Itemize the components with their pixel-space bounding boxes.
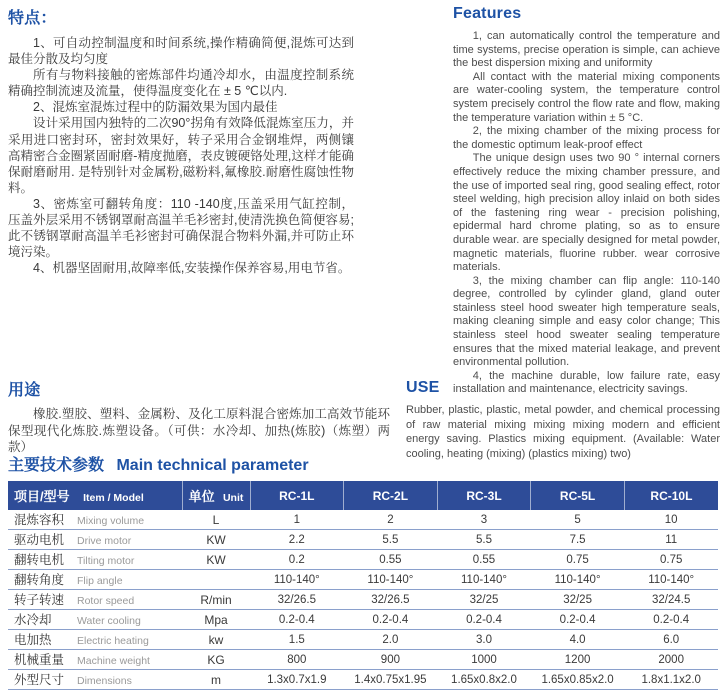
value-cell: 0.55: [472, 553, 496, 566]
value-cell: 0.75: [566, 553, 589, 566]
value-cell: 7.5: [569, 533, 586, 546]
tech-heading-en: Main technical parameter: [116, 457, 309, 474]
paragraph: 2、混炼室混炼过程中的防漏效果为国内最佳: [33, 100, 278, 115]
tech-parameter-table: [8, 481, 718, 690]
value-cell: 1000: [471, 653, 497, 666]
table-row: [8, 670, 718, 690]
value-cell: 1200: [564, 653, 591, 666]
item-label-cn: 机械重量: [14, 653, 65, 667]
value-cell: 800: [287, 653, 307, 666]
paragraph: 3、密炼室可翻转角度：110 -140度,压盖采用气缸控制，压盖外层采用不锈钢罩耐高温羊毛衫密封,使清洗换色简便容易;此不锈钢罩耐高温羊毛衫密封可确保混合物料外漏,并可防止环境污染。: [8, 196, 354, 260]
use-section-cn: [8, 377, 390, 456]
value-cell: 11: [665, 533, 678, 546]
value-cell: 1.3x0.7x1.9: [267, 673, 327, 686]
table-row: [8, 650, 718, 670]
features-body-cn: [8, 35, 354, 276]
item-cell: [8, 630, 182, 650]
paragraph: 4、机器坚固耐用,故障率低,安装操作保养容易,用电节省。: [33, 261, 351, 276]
item-label-cn: 翻转电机: [14, 553, 65, 567]
features-body-en: [453, 30, 720, 397]
tech-heading-cn: 主要技术参数: [8, 457, 105, 474]
value-cell: 5: [574, 513, 581, 526]
value-cell: 0.2-0.4: [653, 613, 690, 626]
model-column-header: RC-5L: [531, 481, 625, 510]
paragraph: Rubber, plastic, plastic, metal powder, and chemical processing of raw material mixing mixing mixing modern and efficient energy saving. Plastics mixing equipment. (Available: Water cooling, heating (mixing) (plastics mixing) two): [406, 404, 720, 460]
paragraph: The unique design uses two 90 ° internal corners effectively reduce the mixing chamber pressure, and the use of imported seal ring, good sealing effect, rotor steel welding, high precision alloy inlaid on both sides of the fastening ring wear - precision polishing, epidermal hard chrome plating, so as to ensure durable wear. are specially designed for metal powder, magnetic materials, fluorine rubber. wear corrosive materials.: [453, 152, 720, 274]
table-row: [8, 630, 718, 650]
features-section-en: [453, 5, 720, 397]
tech-parameter-heading: [8, 452, 309, 475]
unit-cell: [182, 570, 250, 590]
value-cell: 110-140°: [648, 573, 695, 586]
use-body-en: [406, 403, 720, 461]
item-cell: [8, 590, 182, 610]
item-cell: [8, 550, 182, 570]
unit-cell: m: [211, 672, 221, 687]
value-cell: 6.0: [663, 633, 680, 646]
value-cell: 0.2-0.4: [466, 613, 502, 626]
item-header-en: Item / Model: [83, 491, 144, 504]
value-cell: 3.0: [475, 633, 492, 646]
item-label-cn: 转子转速: [14, 593, 65, 607]
item-label-en: Rotor speed: [77, 595, 135, 607]
unit-cell: KG: [207, 652, 225, 667]
item-label-en: Water cooling: [77, 615, 141, 627]
unit-header-cn: 单位: [188, 489, 215, 504]
item-label-en: Mixing volume: [77, 515, 145, 527]
value-cell: 1.4x0.75x1.95: [354, 673, 427, 686]
features-heading-en: Features: [453, 5, 522, 22]
item-label-en: Drive motor: [77, 535, 132, 547]
unit-cell: L: [212, 512, 220, 527]
item-cell: [8, 670, 182, 690]
value-cell: 2: [387, 513, 394, 526]
value-cell: 32/25: [469, 593, 499, 606]
features-section-cn: [8, 5, 354, 276]
item-label-cn: 驱动电机: [14, 533, 65, 547]
value-cell: 900: [380, 653, 400, 666]
unit-cell: Mpa: [204, 612, 228, 627]
value-cell: 1.65x0.85x2.0: [541, 673, 614, 686]
paragraph: 橡胶.塑胶、塑料、金属粉、及化工原料混合密炼加工高效节能环保型现代化炼胶.炼塑设备。（可供：水冷却、加热(炼胶)（炼塑）两款）: [8, 407, 390, 454]
paragraph: 设计采用国内独特的二次90°拐角有效降低混炼室压力，并采用进口密封环，密封效果好，转子采用合金钢堆焊，两侧镶高精密合金圈紧固耐磨-精度抛磨，表皮镀硬铬处理,这样才能确保耐磨耐用. 是特别针对金属粉,磁粉料,氟橡胶.耐磨性腐蚀性物料。: [8, 116, 354, 195]
paragraph: All contact with the material mixing components are water-cooling system, the temperature control system precisely control the flow rate and flow, making the temperature variation within ± 5 °C.: [453, 70, 720, 124]
value-cell: 0.55: [379, 553, 402, 566]
item-cell: [8, 650, 182, 670]
model-column-header: RC-1L: [250, 481, 344, 510]
features-heading-cn: 特点：: [8, 10, 57, 27]
value-cell: 1.8x1.1x2.0: [641, 673, 701, 686]
value-cell: 32/25: [563, 593, 592, 606]
value-cell: 2000: [658, 653, 684, 666]
item-label-en: Flip angle: [77, 575, 123, 587]
item-cell: [8, 510, 182, 530]
value-cell: 3: [480, 513, 488, 526]
paragraph: 2, the mixing chamber of the mixing process for the domestic optimum leak-proof effect: [453, 125, 720, 151]
paragraph: 4, the machine durable, low failure rate, easy installation and maintenance, electricity savings.: [453, 369, 720, 396]
value-cell: 4.0: [569, 633, 586, 646]
item-cell: [8, 530, 182, 550]
value-cell: 10: [664, 513, 678, 526]
model-column-header: RC-10L: [624, 481, 718, 510]
value-cell: 0.2: [288, 553, 305, 566]
unit-cell: kw: [208, 632, 224, 647]
table-row: [8, 530, 718, 550]
item-label-en: Machine weight: [77, 655, 150, 667]
table-row: [8, 550, 718, 570]
model-column-header: RC-3L: [437, 481, 531, 510]
value-cell: 2.2: [288, 533, 305, 546]
value-cell: 5.5: [382, 533, 399, 546]
unit-cell: R/min: [200, 592, 232, 607]
use-section-en: [406, 379, 720, 461]
item-model-column-header: [8, 481, 182, 510]
item-cell: [8, 570, 182, 590]
table-row: [8, 610, 718, 630]
table-header-row: [8, 481, 718, 510]
value-cell: 110-140°: [461, 573, 507, 586]
table-row: [8, 590, 718, 610]
value-cell: 110-140°: [554, 573, 601, 586]
item-label-cn: 电加热: [14, 633, 52, 647]
value-cell: 0.2-0.4: [372, 613, 409, 626]
unit-column-header: [182, 481, 250, 510]
value-cell: 32/26.5: [277, 593, 316, 606]
value-cell: 0.2-0.4: [559, 613, 596, 626]
item-label-cn: 外型尺寸: [14, 673, 65, 687]
use-heading-cn: 用途: [8, 382, 41, 399]
item-label-en: Dimensions: [77, 675, 132, 687]
item-label-cn: 水冷却: [14, 613, 52, 627]
model-column-header: RC-2L: [344, 481, 438, 510]
value-cell: 110-140°: [367, 573, 414, 586]
item-label-cn: 混炼容积: [14, 513, 65, 527]
table-row: [8, 510, 718, 530]
paragraph: 1, can automatically control the temperature and time systems, precise operation is simple, can achieve the best dispersion mixing and uniformity: [453, 30, 720, 70]
unit-cell: KW: [206, 552, 226, 567]
value-cell: 1.65x0.8x2.0: [451, 673, 517, 686]
value-cell: 1.5: [288, 633, 305, 646]
use-heading-en: USE: [406, 379, 440, 396]
item-header-cn: 项目/型号: [14, 488, 70, 504]
item-cell: [8, 610, 182, 630]
value-cell: 0.2-0.4: [278, 613, 315, 626]
use-body-cn: [8, 406, 390, 456]
value-cell: 5.5: [475, 533, 492, 546]
item-label-cn: 翻转角度: [14, 573, 65, 587]
paragraph: 1、可自动控制温度和时间系统,操作精确简便,混炼可达到最佳分散及均匀度: [8, 36, 354, 67]
paragraph: 所有与物料接触的密炼部件均通冷却水，由温度控制系统精确控制流速及流量，使得温度变化在 ± 5 ℃以内.: [8, 68, 354, 99]
paragraph: 3, the mixing chamber can flip angle: 110-140 degree, controlled by cylinder gland, gland outer stainless steel hood sweater high temperature seals, making cleaning simple and easy color change; This stainless steel hood sweater sealing temperature ensures that the mixed material leakage, and prevent environmental pollution.: [453, 274, 720, 369]
item-label-en: Tilting motor: [77, 555, 135, 567]
value-cell: 32/26.5: [371, 593, 410, 606]
value-cell: 0.75: [659, 553, 683, 566]
unit-cell: KW: [206, 532, 226, 547]
item-label-en: Electric heating: [77, 635, 149, 647]
value-cell: 110-140°: [273, 573, 320, 586]
table-row: [8, 570, 718, 590]
value-cell: 2.0: [382, 633, 399, 646]
value-cell: 32/24.5: [652, 593, 691, 606]
unit-header-en: Unit: [222, 492, 244, 504]
value-cell: 1: [293, 513, 300, 526]
